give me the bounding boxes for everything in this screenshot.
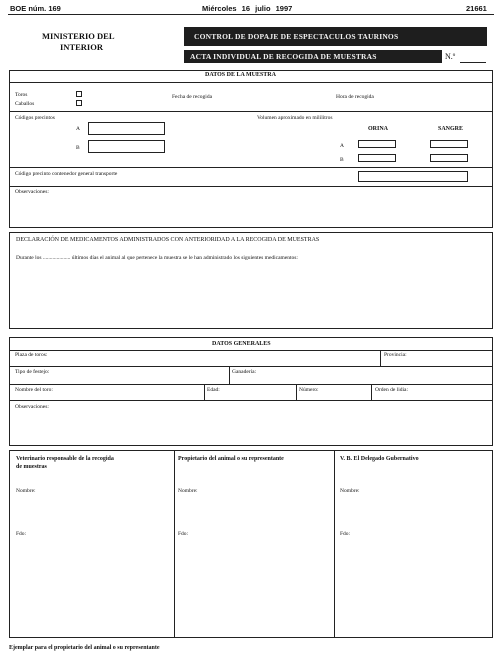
orden-lidia-label: Orden de lidia: bbox=[375, 387, 408, 393]
sangre-header: SANGRE bbox=[438, 126, 464, 132]
banner-line1: CONTROL DE DOPAJE DE ESPECTACULOS TAURINOS bbox=[194, 32, 399, 41]
firmas-divider-2 bbox=[334, 450, 335, 638]
veterinario-label-line2: de muestras bbox=[16, 464, 47, 470]
sangre-b-field[interactable] bbox=[430, 154, 468, 162]
firmas-section bbox=[9, 450, 493, 638]
muestra-observaciones-label: Observaciones: bbox=[15, 189, 49, 195]
veterinario-label-line1: Veterinario responsable de la recogida bbox=[16, 456, 114, 462]
orina-header: ORINA bbox=[368, 126, 389, 132]
numero-divider bbox=[371, 384, 372, 400]
codigo-a-label: A bbox=[76, 126, 80, 132]
orina-b-field[interactable] bbox=[358, 154, 396, 162]
ministry-line1: MINISTERIO DEL bbox=[42, 31, 115, 41]
edad-label: Edad: bbox=[207, 387, 220, 393]
toros-checkbox[interactable] bbox=[76, 91, 82, 97]
generales-title: DATOS GENERALES bbox=[212, 341, 271, 347]
propietario-firma-label: Fdo: bbox=[178, 531, 189, 537]
firmas-divider-1 bbox=[174, 450, 175, 638]
delegado-nombre-label: Nombre: bbox=[340, 488, 360, 494]
codigo-a-field[interactable] bbox=[88, 122, 165, 135]
codigo-transporte-field[interactable] bbox=[358, 171, 468, 182]
caballos-label: Caballos bbox=[15, 101, 35, 107]
orina-a-field[interactable] bbox=[358, 140, 396, 148]
acta-number-label: N.º bbox=[445, 52, 456, 61]
publication-date: Miércoles 16 julio 1997 bbox=[202, 4, 293, 13]
header-rule bbox=[8, 14, 494, 15]
caballos-checkbox[interactable] bbox=[76, 100, 82, 106]
sangre-a-field[interactable] bbox=[430, 140, 468, 148]
delegado-label: V. B. El Delegado Gubernativo bbox=[340, 456, 419, 462]
generales-observaciones-label: Observaciones: bbox=[15, 404, 49, 410]
generales-rule-2 bbox=[9, 384, 493, 385]
codigo-transporte-label: Código precinto contenedor general transporte bbox=[15, 171, 118, 177]
banner-title bbox=[184, 27, 487, 46]
toros-label: Toros bbox=[15, 92, 28, 98]
muestra-title-rule bbox=[9, 82, 493, 83]
acta-number-line bbox=[460, 62, 486, 63]
generales-rule-3 bbox=[9, 400, 493, 401]
volumen-b-label: B bbox=[340, 157, 344, 163]
edad-divider bbox=[296, 384, 297, 400]
festejo-divider bbox=[229, 366, 230, 384]
nombre-toro-label: Nombre del toro: bbox=[15, 387, 53, 393]
banner-line2: ACTA INDIVIDUAL DE RECOGIDA DE MUESTRAS bbox=[190, 52, 377, 61]
codigos-precintos-label: Códigos precintos bbox=[15, 115, 55, 121]
provincia-label: Provincia: bbox=[384, 352, 407, 358]
boe-number: BOE núm. 169 bbox=[10, 4, 61, 13]
veterinario-nombre-label: Nombre: bbox=[16, 488, 36, 494]
hora-recogida-label: Hora de recogida bbox=[336, 94, 374, 100]
generales-title-rule bbox=[9, 350, 493, 351]
muestra-title: DATOS DE LA MUESTRA bbox=[205, 72, 276, 78]
volumen-label: Volumen aproximado en mililitros bbox=[257, 115, 333, 121]
veterinario-firma-label: Fdo: bbox=[16, 531, 27, 537]
declaracion-title: DECLARACIÓN DE MEDICAMENTOS ADMINISTRADOS CON ANTERIORIDAD A LA RECOGIDA DE MUESTRAS bbox=[16, 237, 320, 243]
ministry-line2: INTERIOR bbox=[60, 42, 103, 52]
muestra-rule-2 bbox=[9, 167, 493, 168]
ganaderia-label: Ganadería: bbox=[232, 369, 257, 375]
generales-rule-1 bbox=[9, 366, 493, 367]
delegado-firma-label: Fdo: bbox=[340, 531, 351, 537]
plaza-divider bbox=[380, 350, 381, 366]
volumen-a-label: A bbox=[340, 143, 344, 149]
declaracion-text: Durante los .................... últimos días el animal al que pertenece la muestra se le han administrado los siguientes medicamentos: bbox=[16, 255, 298, 261]
nombre-divider bbox=[204, 384, 205, 400]
declaracion-section bbox=[9, 232, 493, 329]
banner-subtitle bbox=[184, 50, 442, 63]
propietario-label: Propietario del animal o su representante bbox=[178, 456, 284, 462]
footer-copy-note: Ejemplar para el propietario del animal o su representante bbox=[9, 645, 160, 651]
codigo-b-label: B bbox=[76, 145, 80, 151]
generales-section bbox=[9, 337, 493, 446]
page-number: 21661 bbox=[466, 4, 487, 13]
muestra-rule-3 bbox=[9, 186, 493, 187]
plaza-label: Plaza de toros: bbox=[15, 352, 48, 358]
codigo-b-field[interactable] bbox=[88, 140, 165, 153]
propietario-nombre-label: Nombre: bbox=[178, 488, 198, 494]
fecha-recogida-label: Fecha de recogida bbox=[172, 94, 213, 100]
festejo-label: Tipo de festejo: bbox=[15, 369, 50, 375]
muestra-rule-1 bbox=[9, 111, 493, 112]
numero-label: Número: bbox=[299, 387, 319, 393]
